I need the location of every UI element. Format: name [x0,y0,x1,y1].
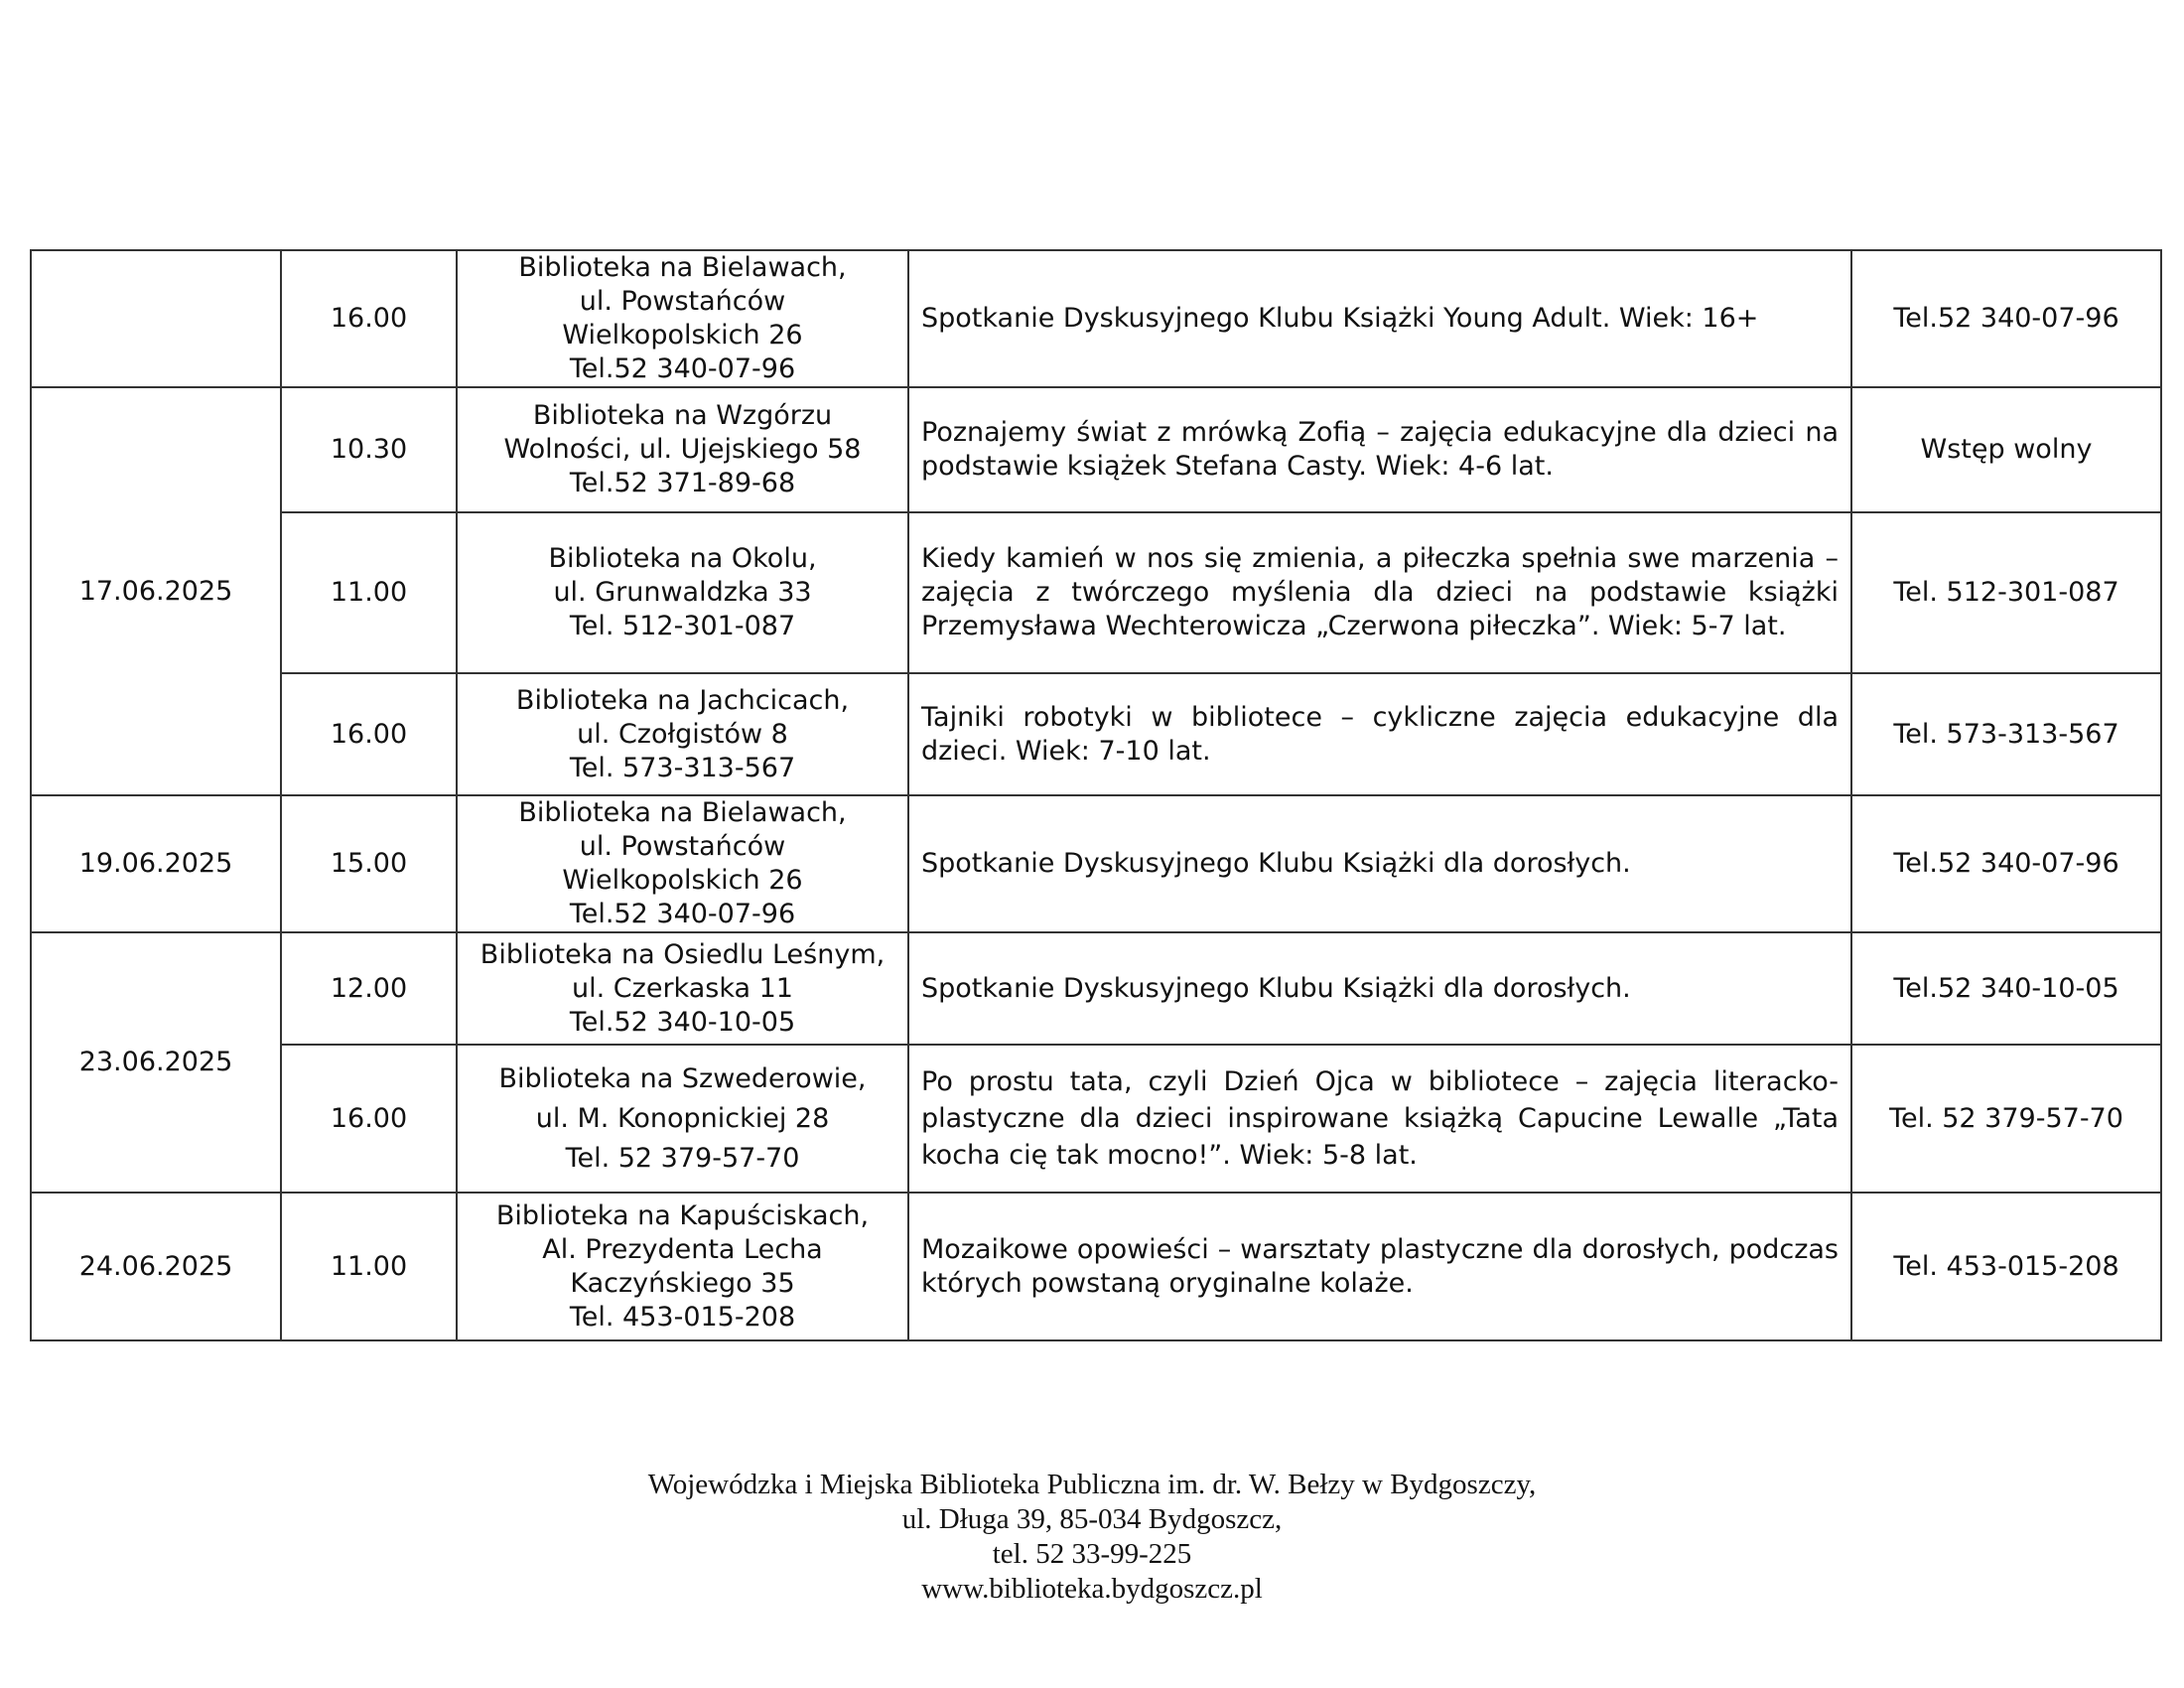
venue-cell [457,1045,908,1193]
contact-cell: Wstęp wolny [1851,387,2161,512]
contact-cell: Tel.52 340-07-96 [1851,250,2161,387]
table-row [31,673,2161,795]
description-cell: Spotkanie Dyskusyjnego Klubu Książki dla dorosłych. [908,932,1851,1045]
contact-cell: Tel.52 340-10-05 [1851,932,2161,1045]
table-row [31,250,2161,387]
venue-cell [457,795,908,932]
venue-name: Biblioteka na Wzgórzu [532,400,833,431]
footer-phone: tel. 52 33-99-225 [992,1538,1192,1570]
venue-address: ul. Grunwaldzka 33 [553,577,812,608]
venue-name: Biblioteka na Jachcicach, [515,684,850,716]
description-cell: Spotkanie Dyskusyjnego Klubu Książki dla dorosłych. [908,795,1851,932]
library-footer [0,1468,2184,1607]
venue-phone: Tel. 573-313-567 [569,752,796,783]
table-row [31,795,2161,932]
venue-name: Biblioteka na Szwederowie, [498,1062,867,1094]
date-cell: 23.06.2025 [31,932,281,1193]
description-cell: Spotkanie Dyskusyjnego Klubu Książki Young Adult. Wiek: 16+ [908,250,1851,387]
venue-address: Wielkopolskich 26 [562,865,803,896]
venue-cell [457,387,908,512]
table-row [31,512,2161,673]
venue-phone: Tel. 453-015-208 [569,1301,796,1333]
venue-cell [457,1193,908,1340]
venue-phone: Tel. 52 379-57-70 [565,1142,800,1174]
venue-phone: Tel.52 340-07-96 [569,899,796,929]
venue-name: Biblioteka na Bielawach, [518,797,847,828]
date-cell: 19.06.2025 [31,795,281,932]
venue-cell [457,512,908,673]
description-cell: Tajniki robotyki w bibliotece – cykliczne zajęcia edukacyjne dla dzieci. Wiek: 7-10 lat. [908,673,1851,795]
venue-address: Wolności, ul. Ujejskiego 58 [503,434,862,465]
venue-address: ul. M. Konopnickiej 28 [535,1102,830,1134]
venue-cell [457,932,908,1045]
venue-address: ul. Powstańców [579,831,786,862]
venue-phone: Tel. 512-301-087 [569,611,796,641]
contact-cell: Tel.52 340-07-96 [1851,795,2161,932]
venue-phone: Tel.52 371-89-68 [569,468,796,498]
description-cell: Mozaikowe opowieści – warsztaty plastyczne dla dorosłych, podczas których powstaną oryginalne kolaże. [908,1193,1851,1340]
time-cell: 16.00 [281,250,457,387]
contact-cell: Tel. 573-313-567 [1851,673,2161,795]
venue-phone: Tel.52 340-07-96 [569,353,796,384]
footer-address: ul. Długa 39, 85-034 Bydgoszcz, [901,1503,1283,1535]
time-cell: 11.00 [281,512,457,673]
venue-address: Wielkopolskich 26 [562,320,803,351]
venue-name: Biblioteka na Bielawach, [518,252,847,283]
venue-name: Biblioteka na Osiedlu Leśnym, [479,938,886,970]
venue-name: Biblioteka na Kapuściskach, [495,1199,870,1231]
time-cell: 15.00 [281,795,457,932]
table-row [31,932,2161,1045]
time-cell: 16.00 [281,1045,457,1193]
time-cell: 11.00 [281,1193,457,1340]
contact-cell: Tel. 52 379-57-70 [1851,1045,2161,1193]
venue-name: Biblioteka na Okolu, [548,543,817,574]
venue-address: ul. Czołgistów 8 [577,718,788,750]
venue-address: Kaczyńskiego 35 [570,1267,795,1299]
description-cell: Po prostu tata, czyli Dzień Ojca w bibliotece – zajęcia literacko-plastyczne dla dzieci inspirowane książką Capucine Lewalle „Tata kocha cię tak mocno!”. Wiek: 5-8 lat. [908,1045,1851,1193]
footer-website: www.biblioteka.bydgoszcz.pl [921,1573,1263,1605]
venue-address: ul. Czerkaska 11 [572,972,793,1004]
date-cell: 17.06.2025 [31,387,281,795]
venue-cell [457,673,908,795]
footer-library-name: Wojewódzka i Miejska Biblioteka Publiczna im. dr. W. Bełzy w Bydgoszczy, [647,1469,1537,1500]
table-row [31,1193,2161,1340]
venue-phone: Tel.52 340-10-05 [569,1006,796,1038]
contact-cell: Tel. 453-015-208 [1851,1193,2161,1340]
table-row [31,1045,2161,1193]
events-table [30,249,2162,1341]
venue-cell [457,250,908,387]
time-cell: 16.00 [281,673,457,795]
contact-cell: Tel. 512-301-087 [1851,512,2161,673]
date-cell [31,250,281,387]
time-cell: 12.00 [281,932,457,1045]
venue-address: Al. Prezydenta Lecha [542,1233,823,1265]
table-row [31,387,2161,512]
date-cell: 24.06.2025 [31,1193,281,1340]
description-cell: Poznajemy świat z mrówką Zofią – zajęcia edukacyjne dla dzieci na podstawie książek Stefana Casty. Wiek: 4-6 lat. [908,387,1851,512]
venue-address: ul. Powstańców [579,286,786,317]
time-cell: 10.30 [281,387,457,512]
description-cell: Kiedy kamień w nos się zmienia, a piłeczka spełnia swe marzenia – zajęcia z twórczego myślenia dla dzieci na podstawie książki Przemysława Wechterowicza „Czerwona piłeczka”. Wiek: 5-7 lat. [908,512,1851,673]
